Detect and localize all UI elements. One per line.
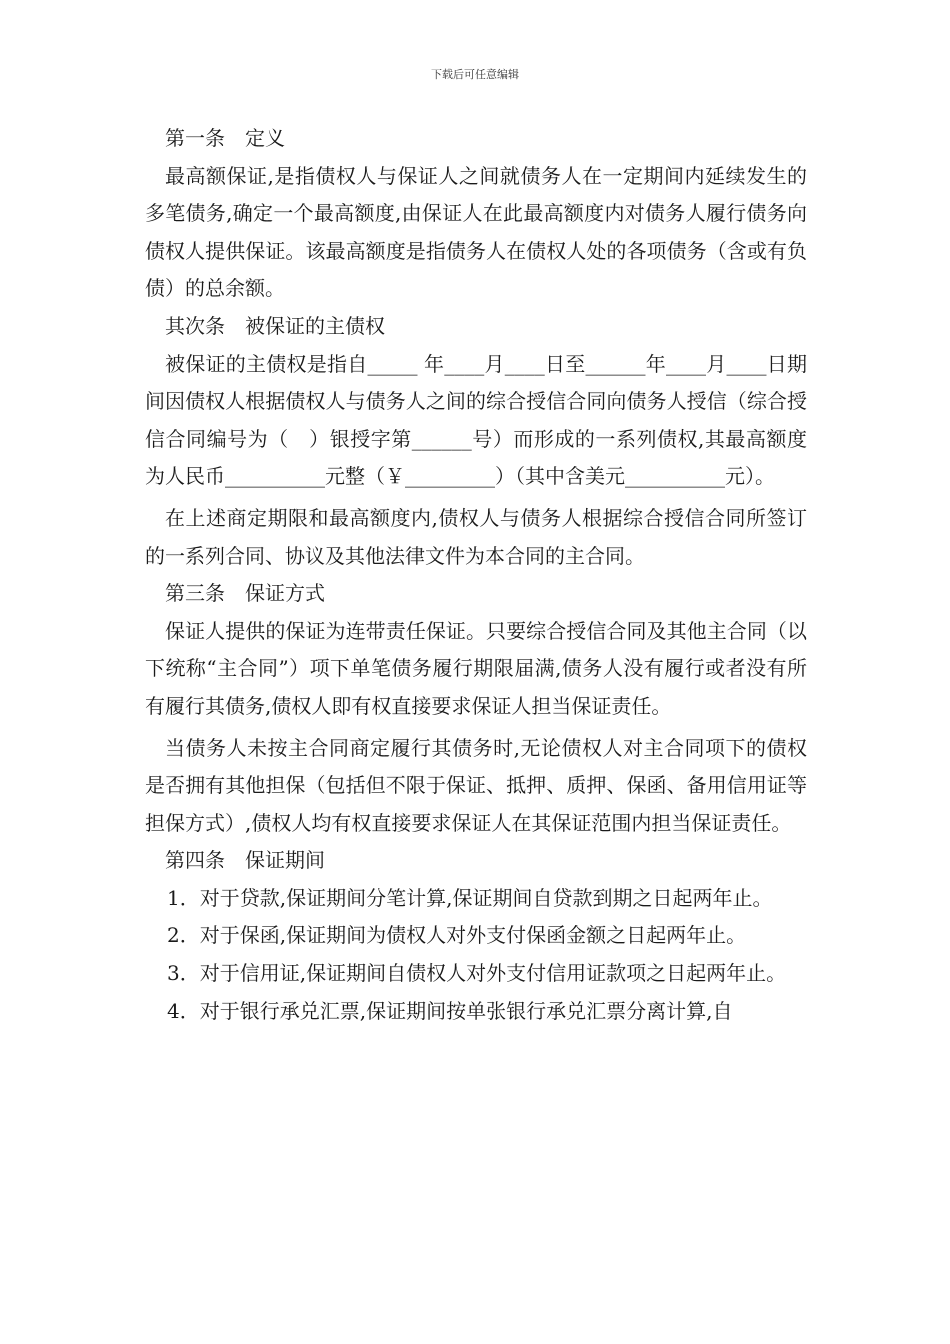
article-3-body-2: 当债务人未按主合同商定履行其债务时,无论债权人对主合同项下的债权是否拥有其他担保（包括但不限于保证、抵押、质押、保函、备用信用证等担保方式）,债权人均有权直接要求保证人在其保证范围内担当保证责任。 — [145, 735, 807, 835]
article-4-title: 第四条 保证期间 — [165, 848, 325, 873]
article-2-body-2: 在上述商定期限和最高额度内,债权人与债务人根据综合授信合同所签订的一系列合同、协议及其他法律文件为本合同的主合同。 — [145, 505, 807, 568]
article-4-item-1: 1．对于贷款,保证期间分笔计算,保证期间自贷款到期之日起两年止。 — [167, 885, 773, 910]
article-4-item-3: 3．对于信用证,保证期间自债权人对外支付信用证款项之日起两年止。 — [167, 961, 787, 986]
article-4-item-2: 2．对于保函,保证期间为债权人对外支付保函金额之日起两年止。 — [167, 923, 747, 948]
article-1-body: 最高额保证,是指债权人与保证人之间就债务人在一定期间内延续发生的多笔债务,确定一个最高额度,由保证人在此最高额度内对债务人履行债务向债权人提供保证。该最高额度是指债务人在债权人处的各项债务（含或有负债）的总余额。 — [145, 163, 807, 301]
page-header-note: 下载后可任意编辑 — [431, 68, 519, 81]
document-body — [145, 120, 807, 1030]
article-3-title: 第三条 保证方式 — [165, 581, 325, 606]
article-4-item-4: 4．对于银行承兑汇票,保证期间按单张银行承兑汇票分离计算,自 — [167, 998, 733, 1023]
article-1-title: 第一条 定义 — [165, 126, 285, 150]
article-2-body-1: 被保证的主债权是指自_____ 年____月____日至______年____月____日期间因债权人根据债权人与债务人之间的综合授信合同向债务人授信（综合授信合同编号为（ ）银授字第______号）而形成的一系列债权,其最高额度为人民币__________元整（￥_________）（其中含美元__________元）。 — [145, 351, 807, 489]
article-2-title: 其次条 被保证的主债权 — [165, 313, 385, 338]
article-3-body-1: 保证人提供的保证为连带责任保证。只要综合授信合同及其他主合同（以下统称“主合同”）项下单笔债务履行期限届满,债务人没有履行或者没有所有履行其债务,债权人即有权直接要求保证人担当保证责任。 — [145, 618, 807, 718]
